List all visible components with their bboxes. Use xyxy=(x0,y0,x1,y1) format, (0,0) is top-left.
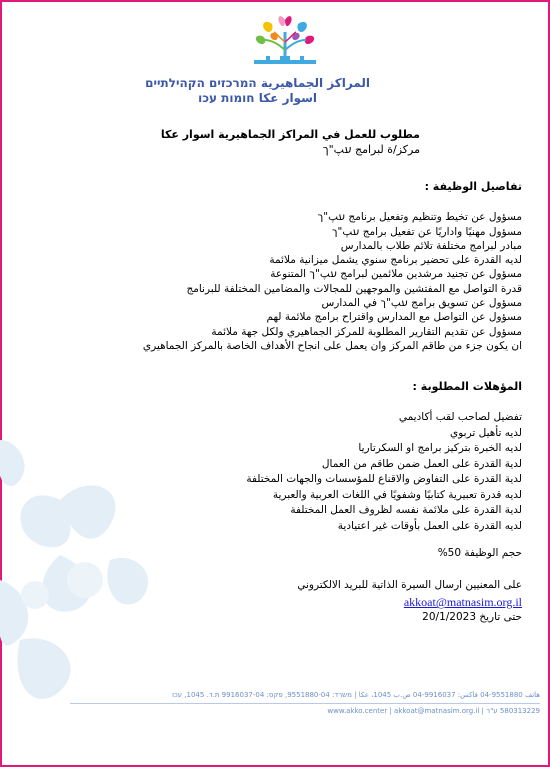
job-details-section xyxy=(42,180,522,353)
org-name-line1: المراكز الجماهيرية המרכזים הקהילתיים xyxy=(145,76,370,90)
tree-logo xyxy=(250,10,320,72)
org-name-line2: اسوار عكا חומות עכו xyxy=(198,91,318,105)
detail-item: مسؤول عن تجنيد مرشدين ملائمين لبرامج ﬠﭗ"ך المتنوعة xyxy=(270,268,522,281)
detail-item: ان يكون جزء من طاقم المركز وان يعمل على انجاح الأهداف الخاصة بالمركز الجماهيري xyxy=(142,339,522,352)
detail-item: مبادر لبرامج مختلفة تلائم طلاب بالمدارس xyxy=(340,239,522,252)
qualifications-section xyxy=(42,380,522,534)
qualification-item: لديه تأهيل تربوي xyxy=(450,426,522,439)
qualification-item: لديه القدرة على العمل بأوقات غير اعتيادية xyxy=(337,519,522,532)
footer-divider xyxy=(70,703,540,704)
detail-item: مسؤول عن التواصل مع المدارس واقتراح برامج ملائمة لهم xyxy=(266,311,522,324)
qualification-item: لدية القدرة على العمل ضمن طاقم من العمال xyxy=(321,457,522,470)
qualification-item: لدية القدرة على ملائمة نفسه لظروف العمل المختلفة xyxy=(290,504,522,517)
application-instructions xyxy=(42,578,522,624)
deadline-text: حتى تاريخ 20/1/2023 xyxy=(422,610,522,623)
details-heading: تفاصيل الوظيفة : xyxy=(424,180,522,193)
detail-item: لديه القدرة على تحضير برنامج سنوي يشمل ميزانية ملائمة xyxy=(269,254,522,267)
detail-item: مسؤول مهنيًا واداريًا عن تفعيل برامج ﬠﭗ"ך xyxy=(331,225,522,238)
footer-contact-line: هاتف 9551880-04 فاكس: 9916037-04 ص.ب 1045، عكا | משרד: 9551880-04, פקס: 9916037-04 ת.ד. 1045, עכו xyxy=(172,691,540,699)
organization-name xyxy=(145,76,370,106)
footer-web-line: 580313229 ע"ר | www.akko.center | akkoat@matnasim.org.il xyxy=(327,707,540,715)
qualifications-heading: المؤهلات المطلوبة : xyxy=(412,380,522,393)
detail-item: قدرة التواصل مع المفتشين والموجهين للمجالات والمضامين المختلفة للبرنامج xyxy=(186,282,522,295)
apply-text: على المعنيين ارسال السيرة الذاتية للبريد الالكتروني xyxy=(297,579,522,591)
detail-item: مسؤول عن تقديم التقارير المطلوبة للمركز الجماهيري ولكل جهة ملائمة xyxy=(211,325,522,338)
qualification-item: لديه قدرة تعبيرية كتابيًا وشفويًا في اللغات العربية والعبرية xyxy=(272,488,522,501)
job-title: مطلوب للعمل في المراكز الجماهيرية اسوار عكا xyxy=(160,128,420,141)
contact-email-link[interactable]: akkoat@matnasim.org.il xyxy=(403,595,522,610)
detail-item: مسؤول عن تسويق برامج ﬠﭗ"ך في المدارس xyxy=(321,297,522,310)
job-scope xyxy=(42,546,522,560)
detail-item: مسؤول عن تخيط وتنظيم وتفعيل برنامج ﬠﭗ"ך xyxy=(317,211,522,224)
qualification-item: لديه الخبرة بتركيز برامج او السكرتاريا xyxy=(358,442,522,455)
qualification-item: تفضيل لصاحب لقب أكاديمي xyxy=(398,411,522,424)
job-subtitle: مركز/ة لبرامج ﬠﭗ"ך xyxy=(322,143,420,156)
scope-text: حجم الوظيفة 50% xyxy=(437,547,522,559)
qualification-item: لدية القدرة على التفاوض والاقناع للمؤسسات والجهات المختلفة xyxy=(246,473,522,486)
